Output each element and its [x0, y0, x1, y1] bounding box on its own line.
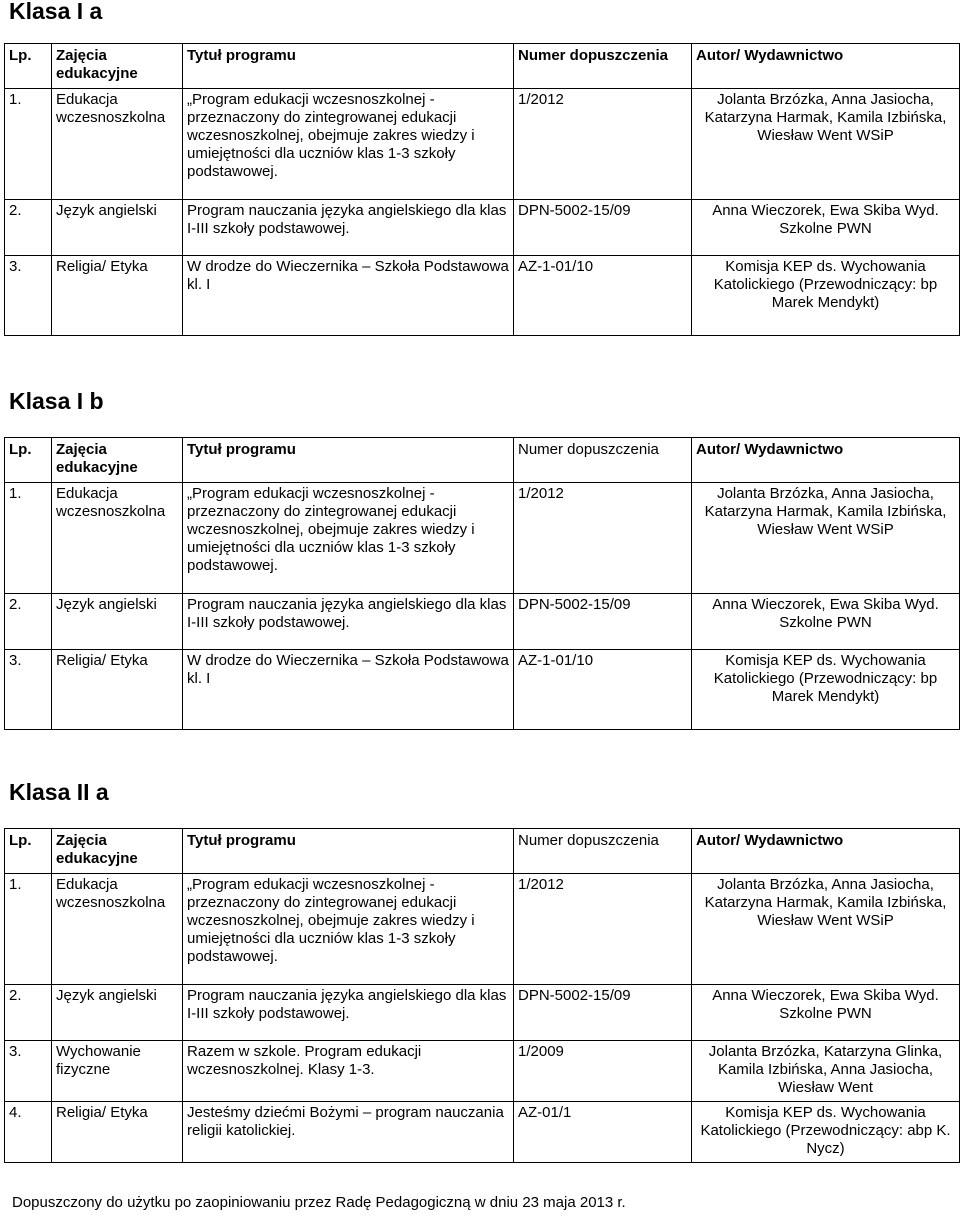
cell-lp: 1.: [5, 874, 52, 985]
cell-tytul: Jesteśmy dziećmi Bożymi – program nauczania religii katolickiej.: [183, 1102, 514, 1163]
table-row: [5, 1041, 960, 1102]
cell-tytul: „Program edukacji wczesnoszkolnej - przeznaczony do zintegrowanej edukacji wczesnoszkolnej, obejmuje zakres wiedzy i umiejętności dla uczniów klas 1-3 szkoły podstawowej.: [183, 874, 514, 985]
cell-tytul: Razem w szkole. Program edukacji wczesnoszkolnej. Klasy 1-3.: [183, 1041, 514, 1102]
cell-lp: 1.: [5, 483, 52, 594]
cell-zajecia: Język angielski: [52, 594, 183, 650]
cell-zajecia: Edukacja wczesnoszkolna: [52, 483, 183, 594]
cell-lp: 3.: [5, 650, 52, 730]
cell-lp: 1.: [5, 89, 52, 200]
table-row: [5, 89, 960, 200]
table-row: [5, 200, 960, 256]
cell-numer: 1/2012: [514, 483, 692, 594]
program-table: [4, 43, 960, 336]
cell-lp: 2.: [5, 594, 52, 650]
cell-numer: DPN-5002-15/09: [514, 200, 692, 256]
cell-zajecia: Religia/ Etyka: [52, 256, 183, 336]
cell-zajecia: Religia/ Etyka: [52, 1102, 183, 1163]
header-tytul: Tytuł programu: [183, 44, 514, 89]
table-row: [5, 985, 960, 1041]
header-tytul: Tytuł programu: [183, 829, 514, 874]
header-zajecia: Zajęcia edukacyjne: [52, 44, 183, 89]
cell-zajecia: Religia/ Etyka: [52, 650, 183, 730]
table-row: [5, 650, 960, 730]
cell-tytul: W drodze do Wieczernika – Szkoła Podstawowa kl. I: [183, 650, 514, 730]
header-autor: Autor/ Wydawnictwo: [692, 829, 960, 874]
table-row: [5, 874, 960, 985]
cell-tytul: Program nauczania języka angielskiego dla klas I-III szkoły podstawowej.: [183, 594, 514, 650]
cell-autor: Jolanta Brzózka, Anna Jasiocha, Katarzyna Harmak, Kamila Izbińska, Wiesław Went WSiP: [692, 874, 960, 985]
program-table: [4, 828, 960, 1163]
cell-lp: 3.: [5, 1041, 52, 1102]
header-tytul: Tytuł programu: [183, 438, 514, 483]
cell-lp: 3.: [5, 256, 52, 336]
cell-numer: 1/2012: [514, 89, 692, 200]
header-zajecia: Zajęcia edukacyjne: [52, 829, 183, 874]
cell-numer: 1/2009: [514, 1041, 692, 1102]
cell-autor: Komisja KEP ds. Wychowania Katolickiego (Przewodniczący: abp K. Nycz): [692, 1102, 960, 1163]
cell-autor: Anna Wieczorek, Ewa Skiba Wyd. Szkolne PWN: [692, 594, 960, 650]
cell-autor: Jolanta Brzózka, Katarzyna Glinka, Kamila Izbińska, Anna Jasiocha, Wiesław Went: [692, 1041, 960, 1102]
approval-note: Dopuszczony do użytku po zaopiniowaniu przez Radę Pedagogiczną w dniu 23 maja 2013 r.: [12, 1194, 626, 1211]
header-autor: Autor/ Wydawnictwo: [692, 438, 960, 483]
cell-zajecia: Edukacja wczesnoszkolna: [52, 89, 183, 200]
cell-zajecia: Wychowanie fizyczne: [52, 1041, 183, 1102]
cell-numer: DPN-5002-15/09: [514, 985, 692, 1041]
header-lp: Lp.: [5, 44, 52, 89]
cell-numer: DPN-5002-15/09: [514, 594, 692, 650]
cell-autor: Komisja KEP ds. Wychowania Katolickiego (Przewodniczący: bp Marek Mendykt): [692, 256, 960, 336]
cell-tytul: W drodze do Wieczernika – Szkoła Podstawowa kl. I: [183, 256, 514, 336]
cell-numer: AZ-1-01/10: [514, 256, 692, 336]
header-lp: Lp.: [5, 438, 52, 483]
cell-tytul: Program nauczania języka angielskiego dla klas I-III szkoły podstawowej.: [183, 985, 514, 1041]
table-row: [5, 1102, 960, 1163]
header-numer: Numer dopuszczenia: [514, 44, 692, 89]
cell-numer: AZ-01/1: [514, 1102, 692, 1163]
table-header-row: [5, 829, 960, 874]
cell-tytul: „Program edukacji wczesnoszkolnej - przeznaczony do zintegrowanej edukacji wczesnoszkolnej, obejmuje zakres wiedzy i umiejętności dla uczniów klas 1-3 szkoły podstawowej.: [183, 483, 514, 594]
cell-zajecia: Język angielski: [52, 200, 183, 256]
cell-autor: Jolanta Brzózka, Anna Jasiocha, Katarzyna Harmak, Kamila Izbińska, Wiesław Went WSiP: [692, 89, 960, 200]
table-header-row: [5, 438, 960, 483]
section-title: Klasa I b: [9, 388, 104, 414]
table-row: [5, 594, 960, 650]
table-row: [5, 256, 960, 336]
header-numer: Numer dopuszczenia: [514, 438, 692, 483]
table-row: [5, 483, 960, 594]
cell-autor: Komisja KEP ds. Wychowania Katolickiego (Przewodniczący: bp Marek Mendykt): [692, 650, 960, 730]
section-title: Klasa II a: [9, 779, 109, 805]
cell-numer: AZ-1-01/10: [514, 650, 692, 730]
program-table: [4, 437, 960, 730]
cell-lp: 4.: [5, 1102, 52, 1163]
section-title: Klasa I a: [9, 0, 103, 24]
cell-lp: 2.: [5, 200, 52, 256]
cell-zajecia: Edukacja wczesnoszkolna: [52, 874, 183, 985]
cell-autor: Anna Wieczorek, Ewa Skiba Wyd. Szkolne PWN: [692, 200, 960, 256]
cell-autor: Anna Wieczorek, Ewa Skiba Wyd. Szkolne PWN: [692, 985, 960, 1041]
cell-numer: 1/2012: [514, 874, 692, 985]
table-header-row: [5, 44, 960, 89]
cell-zajecia: Język angielski: [52, 985, 183, 1041]
header-zajecia: Zajęcia edukacyjne: [52, 438, 183, 483]
header-lp: Lp.: [5, 829, 52, 874]
cell-tytul: „Program edukacji wczesnoszkolnej - przeznaczony do zintegrowanej edukacji wczesnoszkolnej, obejmuje zakres wiedzy i umiejętności dla uczniów klas 1-3 szkoły podstawowej.: [183, 89, 514, 200]
cell-autor: Jolanta Brzózka, Anna Jasiocha, Katarzyna Harmak, Kamila Izbińska, Wiesław Went WSiP: [692, 483, 960, 594]
header-numer: Numer dopuszczenia: [514, 829, 692, 874]
cell-tytul: Program nauczania języka angielskiego dla klas I-III szkoły podstawowej.: [183, 200, 514, 256]
header-autor: Autor/ Wydawnictwo: [692, 44, 960, 89]
cell-lp: 2.: [5, 985, 52, 1041]
